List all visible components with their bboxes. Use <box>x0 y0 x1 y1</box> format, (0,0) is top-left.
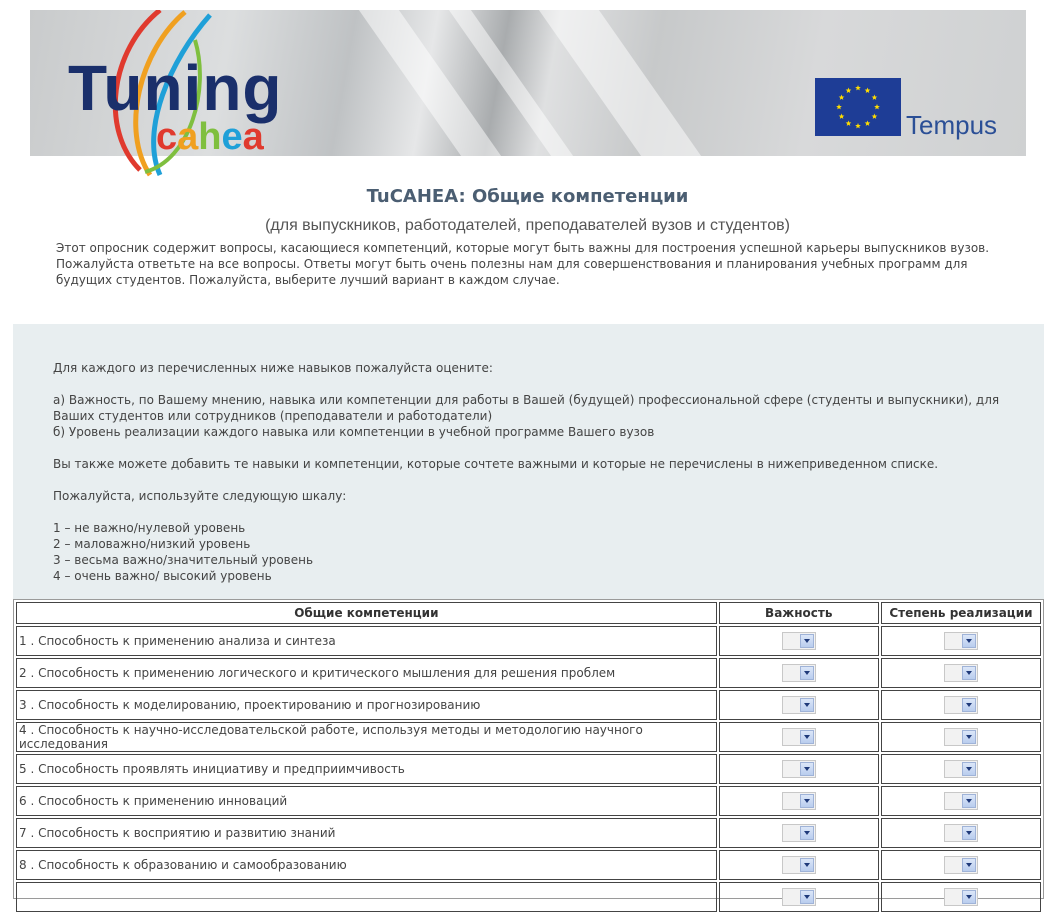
chevron-down-icon[interactable] <box>962 698 976 712</box>
implementation-select-cell <box>881 626 1041 656</box>
instructions-note: Вы также можете добавить те навыки и компетенции, которые сочтете важными и которые не перечислены в нижеприведенном списке. <box>53 457 939 471</box>
implementation-select-cell <box>881 658 1041 688</box>
importance-select-cell <box>719 754 879 784</box>
cahea-letter: h <box>198 116 222 158</box>
implementation-select-cell <box>881 754 1041 784</box>
cahea-logo-text <box>156 118 264 156</box>
instructions-text <box>53 360 1013 584</box>
importance-select-cell <box>719 882 879 912</box>
cahea-letter: a <box>177 116 199 158</box>
tempus-label: Tempus <box>906 110 998 140</box>
implementation-select[interactable] <box>944 856 978 874</box>
cahea-letter: e <box>221 116 243 158</box>
importance-select[interactable] <box>782 728 816 746</box>
implementation-select-cell <box>881 722 1041 752</box>
table-row <box>16 690 1041 720</box>
importance-select[interactable] <box>782 888 816 906</box>
competency-label: 2 . Способность к применению логического и критического мышления для решения проблем <box>16 658 717 688</box>
eu-flag-icon <box>815 78 901 136</box>
implementation-select[interactable] <box>944 632 978 650</box>
column-header-importance: Важность <box>719 602 879 624</box>
competency-label: 5 . Способность проявлять инициативу и предприимчивость <box>16 754 717 784</box>
cahea-letter: a <box>242 116 264 158</box>
page-subtitle: (для выпускников, работодателей, преподавателей вузов и студентов) <box>265 217 790 234</box>
table-row <box>16 786 1041 816</box>
competency-label: 6 . Способность к применению инноваций <box>16 786 717 816</box>
chevron-down-icon[interactable] <box>800 666 814 680</box>
implementation-select-cell <box>881 850 1041 880</box>
chevron-down-icon[interactable] <box>962 890 976 904</box>
implementation-select[interactable] <box>944 760 978 778</box>
importance-select[interactable] <box>782 824 816 842</box>
implementation-select[interactable] <box>944 792 978 810</box>
competency-label: 1 . Способность к применению анализа и синтеза <box>16 626 717 656</box>
intro-line: Этот опросник содержит вопросы, касающиеся компетенций, которые могут быть важны для построения успешной карьеры выпускников вузов. <box>56 241 990 255</box>
importance-select[interactable] <box>782 760 816 778</box>
table-row <box>16 850 1041 880</box>
chevron-down-icon[interactable] <box>962 730 976 744</box>
instructions-lead: Для каждого из перечисленных ниже навыков пожалуйста оцените: <box>53 361 493 375</box>
table-row <box>16 658 1041 688</box>
implementation-select[interactable] <box>944 664 978 682</box>
importance-select[interactable] <box>782 792 816 810</box>
competency-label: 3 . Способность к моделированию, проектированию и прогнозированию <box>16 690 717 720</box>
chevron-down-icon[interactable] <box>962 666 976 680</box>
competency-label: 7 . Способность к восприятию и развитию знаний <box>16 818 717 848</box>
competency-label <box>16 882 717 912</box>
chevron-down-icon[interactable] <box>962 762 976 776</box>
importance-select[interactable] <box>782 632 816 650</box>
table-header-row <box>16 602 1041 624</box>
instructions-item-b: б) Уровень реализации каждого навыка или компетенции в учебной программе Вашего вузов <box>53 425 655 439</box>
scale-item: 2 – маловажно/низкий уровень <box>53 537 251 551</box>
importance-select-cell <box>719 786 879 816</box>
table-row <box>16 754 1041 784</box>
page-title: TuCAHEA: Общие компетенции <box>366 186 689 207</box>
chevron-down-icon[interactable] <box>800 794 814 808</box>
column-header-competencies: Общие компетенции <box>16 602 717 624</box>
chevron-down-icon[interactable] <box>962 634 976 648</box>
implementation-select-cell <box>881 818 1041 848</box>
implementation-select[interactable] <box>944 824 978 842</box>
intro-text <box>56 240 1006 288</box>
chevron-down-icon[interactable] <box>800 634 814 648</box>
importance-select-cell <box>719 722 879 752</box>
table-row <box>16 818 1041 848</box>
chevron-down-icon[interactable] <box>800 762 814 776</box>
scale-item: 3 – весьма важно/значительный уровень <box>53 553 314 567</box>
implementation-select[interactable] <box>944 728 978 746</box>
chevron-down-icon[interactable] <box>962 826 976 840</box>
intro-line: Пожалуйста ответьте на все вопросы. Ответы могут быть очень полезны нам для совершенствования и планирования учебных программ для будущих студентов. Пожалуйста, выберите лучший вариант в каждом случае. <box>56 257 968 287</box>
importance-select-cell <box>719 850 879 880</box>
table-row <box>16 722 1041 752</box>
scale-lead: Пожалуйста, используйте следующую шкалу: <box>53 489 347 503</box>
importance-select-cell <box>719 658 879 688</box>
table-row <box>16 626 1041 656</box>
table-row <box>16 882 1041 912</box>
column-header-implementation: Степень реализации <box>881 602 1041 624</box>
implementation-select[interactable] <box>944 696 978 714</box>
competency-label: 8 . Способность к образованию и самообразованию <box>16 850 717 880</box>
competencies-table <box>13 599 1044 899</box>
header-banner <box>30 10 1026 156</box>
chevron-down-icon[interactable] <box>800 890 814 904</box>
chevron-down-icon[interactable] <box>800 826 814 840</box>
importance-select[interactable] <box>782 664 816 682</box>
importance-select-cell <box>719 626 879 656</box>
competency-label: 4 . Способность к научно-исследовательской работе, используя методы и методологию научного исследования <box>16 722 717 752</box>
importance-select-cell <box>719 690 879 720</box>
tuning-logo-text: Tuning <box>68 52 283 124</box>
implementation-select-cell <box>881 882 1041 912</box>
implementation-select-cell <box>881 690 1041 720</box>
scale-item: 4 – очень важно/ высокий уровень <box>53 569 272 583</box>
cahea-letter: c <box>156 116 178 158</box>
chevron-down-icon[interactable] <box>800 698 814 712</box>
instructions-item-a: а) Важность, по Вашему мнению, навыка или компетенции для работы в Вашей (будущей) профессиональной сфере (студенты и выпускники), для Ваших студентов или сотрудников (преподаватели и работодатели) <box>53 393 1000 423</box>
scale-item: 1 – не важно/нулевой уровень <box>53 521 246 535</box>
cahea-letters <box>156 116 264 158</box>
chevron-down-icon[interactable] <box>800 730 814 744</box>
chevron-down-icon[interactable] <box>962 858 976 872</box>
implementation-select[interactable] <box>944 888 978 906</box>
chevron-down-icon[interactable] <box>800 858 814 872</box>
importance-select[interactable] <box>782 696 816 714</box>
chevron-down-icon[interactable] <box>962 794 976 808</box>
importance-select[interactable] <box>782 856 816 874</box>
implementation-select-cell <box>881 786 1041 816</box>
importance-select-cell <box>719 818 879 848</box>
